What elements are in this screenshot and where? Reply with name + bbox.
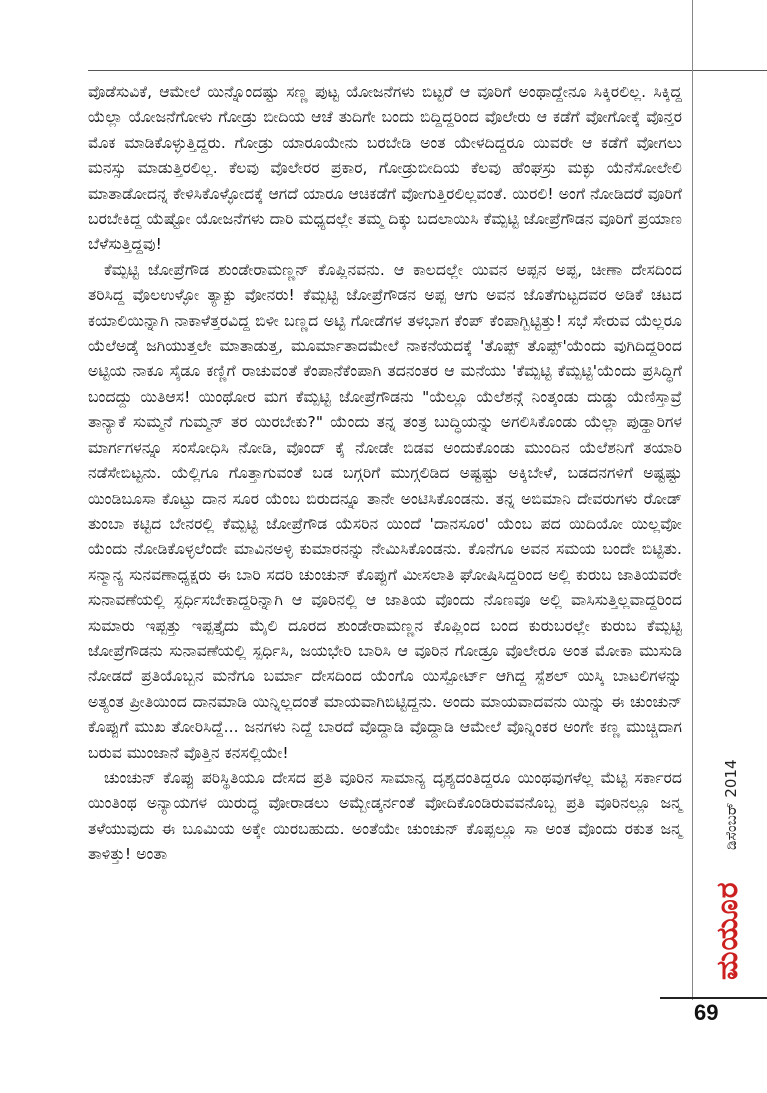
- magazine-logo: ಮಯೂರ: [710, 881, 745, 980]
- article-body: [88, 80, 682, 868]
- article-paragraph-1: ವೊಡೆಸುವಿಕೆ, ಆಮೇಲೆ ಯಿನ್ನೊಂದಷ್ಟು ಸಣ್ಣ ಪುಟ್ಟ ಯೋಜನೆಗಳು ಬಿಟ್ಟರೆ ಆ ವೂರಿಗೆ ಅಂಥಾದ್ದೇನೂ ಸಿಕ್ಕಿರಲಿಲ್ಲ. ಸಿಕ್ಕಿದ್ದ ಯೆಲ್ಲಾ ಯೋಜನೆಗೋಳು ಗೋಡ್ರು ಬೀದಿಯ ಆಚೆ ತುದಿಗೇ ಬಂದು ಬಿದ್ದಿದ್ದರಿಂದ ವೊಲೇರು ಆ ಕಡೆಗೆ ವೋಗೋಕ್ಕೆ ವೊನ್ತರ ಮೊಕ ಮಾಡಿಕೊಳ್ಳುತ್ತಿದ್ದರು. ಗೋಡ್ರು ಯಾರೂಯೇನು ಬರಬೇಡಿ ಅಂತ ಯೇಳದಿದ್ದರೂ ಯಿವರೇ ಆ ಕಡೆಗೆ ವೋಗಲು ಮನಸ್ಸು ಮಾಡುತ್ತಿರಲಿಲ್ಲ. ಕೆಲವು ವೊಲೇರರ ಪ್ರಕಾರ, ಗೋಡ್ರುಬೀದಿಯ ಕೆಲವು ಹೆಂಘಸ್ರು ಮಕ್ಳು ಯೆನೆಸೋಲೇಲಿ ಮಾತಾಡೋದನ್ನ ಕೇಳಿಸಿಕೊಳ್ಳೋದಕ್ಕೆ ಆಗದೆ ಯಾರೂ ಆಚಿಕಡೆಗೆ ವೋಗುತ್ತಿರಲಿಲ್ಲವಂತೆ. ಯಿರಲಿ! ಅಂಗೆ ನೋಡಿದರೆ ವೂರಿಗೆ ಬರಬೇಕಿದ್ದ ಯೆಷ್ಟೋ ಯೋಜನೆಗಳು ದಾರಿ ಮಧ್ಯದಲ್ಲೇ ತಮ್ಮ ದಿಕ್ಕು ಬದಲಾಯಿಸಿ ಕೆಮ್ಪಟ್ಟಿ ಜೋಪ್ರೆಗೌಡನ ವೂರಿಗೆ ಪ್ರಯಾಣ ಬೆಳೆಸುತ್ತಿದ್ದವು!: [88, 83, 682, 254]
- article-paragraph-3: ಚುಂಚುನ್ ಕೊಪ್ಪು ಪರಿಸ್ಥಿತಿಯೂ ದೇಸದ ಪ್ರತಿ ವೂರಿನ ಸಾಮಾನ್ಯ ದೃಶ್ಯದಂತಿದ್ದರೂ ಯಿಂಥವುಗಳೆಲ್ಲ ಮೆಟ್ಟಿ ಸರ್ಕಾರದ ಯಿಂತಿಂಥ ಅನ್ಯಾಯಗಳ ಯಿರುದ್ಧ ವೋರಾಡಲು ಅಮ್ಬೇಡ್ಕರ್ನಂತೆ ವೋದಿಕೊಂಡಿರುವವನೊಬ್ಬ ಪ್ರತಿ ವೂರಿನಲ್ಲೂ ಜನ್ಮ ತಳೆಯುವುದು ಈ ಬೂಮಿಯ ಅಕ್ಕೇ ಯಿರಬಹುದು. ಅಂತೆಯೇ ಚುಂಚುನ್ ಕೊಪ್ಪಲ್ಲೂ ಸಾ ಅಂತ ವೊಂದು ರಕುತ ಜನ್ಮ ತಾಳಿತ್ತು! ಅಂತಾ: [88, 768, 682, 864]
- issue-date: ಡಿಸೆಂಬರ್ 2014: [722, 759, 740, 850]
- margin-divider: [692, 0, 693, 1000]
- top-divider: [88, 70, 767, 71]
- footer-divider: [660, 997, 767, 999]
- article-paragraph-2: ಕೆಮ್ಪಟ್ಟಿ ಜೋಪ್ರೆಗೌಡ ಶುಂಡೇರಾಮಣ್ಣನ್ ಕೊಪ್ಲಿನವನು. ಆ ಕಾಲದಲ್ಲೇ ಯಿವನ ಅಪ್ಪನ ಅಪ್ಪ, ಚೀಣಾ ದೇಸದಿಂದ ತರಿಸಿದ್ದ ವೊಲಉಳ್ಳೋ ತ್ಯಾಕ್ಟು ವೋನರು! ಕೆಮ್ಪಟ್ಟಿ ಜೋಪ್ರೆಗೌಡನ ಅಪ್ಪ ಆಗು ಅವನ ಜೊತೆಗುಟ್ಟದವರ ಅಡಿಕೆ ಚಟದ ಕಯಾಲಿಯಿನ್ನಾಗಿ ನಾಕಾಳೆತ್ತರವಿದ್ದ ಬಿಳೀ ಬಣ್ಣದ ಅಟ್ಟಿ ಗೋಡೆಗಳ ತಳಭಾಗ ಕೆಂಪ್ ಕೆಂಪಾಗ್ಬಿಟ್ಟಿತ್ತು! ಸಭೆ ಸೇರುವ ಯೆಲ್ಲರೂ ಯೆಲೆಅಡ್ಕೆ ಜಗಿಯುತ್ತಲೇ ಮಾತಾಡುತ್ತ, ಮೂರ್ಮಾತಾದಮೇಲೆ ನಾಕನೆಯದಕ್ಕೆ 'ತೊಪ್ಪ್ ತೊಪ್ಪ್'ಯೆಂದು ವುಗಿದಿದ್ದರಿಂದ ಅಟ್ಟಿಯ ನಾಕೂ ಸೈಡೂ ಕಣ್ಣಿಗೆ ರಾಚುವಂತೆ ಕೆಂಪಾನೆಕೆಂಪಾಗಿ ತದನಂತರ ಆ ಮನೆಯು 'ಕೆಮ್ಪಟ್ಟಿ ಕೆಮ್ಪಟ್ಟಿ'ಯೆಂದು ಪ್ರಸಿದ್ಧಿಗೆ ಬಂದದ್ದು ಯಿತಿಆಸ! ಯಿಂಥೋರ ಮಗ ಕೆಮ್ಪಟ್ಟಿ ಜೋಪ್ರೆಗೌಡನು "ಯೆಲ್ಲೂ ಯೆಲೆಶನ್ಗೆ ನಿಂತ್ಕಂಡು ದುಡ್ಡು ಯೆಣಿಸ್ತಾವ್ರೆ ತಾನ್ಯಾಕೆ ಸುಮ್ಮನೆ ಗುಮ್ಮನ್ ತರ ಯಿರಬೇಕು?" ಯೆಂದು ತನ್ನ ತಂತ್ರ ಬುದ್ಧಿಯನ್ನು ಅಗಲಿಸಿಕೊಂಡು ಯೆಲ್ಲಾ ಪುಡ್ಹಾರಿಗಳ ಮಾರ್ಗಗಳನ್ನೂ ಸಂಸೋಧಿಸಿ ನೋಡಿ, ವೊಂದ್ ಕೈ ನೋಡೇ ಬಿಡವ ಅಂದುಕೊಂಡು ಮುಂದಿನ ಯೆಲೆಶನಿಗೆ ತಯಾರಿ ನಡೆಸೇಬಿಟ್ಟನು. ಯೆಲ್ಲಿಗೂ ಗೊತ್ತಾಗುವಂತೆ ಬಡ ಬಗ್ಗರಿಗೆ ಮುಗ್ಗಲಿಡಿದ ಅಷ್ಟಷ್ಟು ಅಕ್ಕಿಬೇಳೆ, ಬಡದನಗಳಿಗೆ ಅಷ್ಟಷ್ಟು ಯಿಂಡಿಬೂಸಾ ಕೊಟ್ಟು ದಾನ ಸೂರ ಯೆಂಬ ಬಿರುದನ್ನೂ ತಾನೇ ಅಂಟಿಸಿಕೊಂಡನು. ತನ್ನ ಅಬಿಮಾನಿ ದೇವರುಗಳು ರೋಡ್ ತುಂಬಾ ಕಟ್ಟಿದ ಬೇನರಲ್ಲಿ ಕೆಮ್ಪಟ್ಟಿ ಜೋಪ್ರೆಗೌಡ ಯೆಸರಿನ ಯಿಂದೆ 'ದಾನಸೂರ' ಯೆಂಬ ಪದ ಯಿದಿಯೋ ಯಿಲ್ಲವೋ ಯೆಂದು ನೋಡಿಕೊಳ್ಳಲೆಂದೇ ಮಾವಿನಅಳ್ಳಿ ಕುಮಾರನನ್ನು ನೇಮಿಸಿಕೊಂಡನು. ಕೊನೆಗೂ ಅವನ ಸಮಯ ಬಂದೇ ಬಿಟ್ಟಿತು. ಸನ್ಮಾನ್ಯ ಸುನವಣಾಧ್ಯಕ್ಷರು ಈ ಬಾರಿ ಸದರಿ ಚುಂಚುನ್ ಕೊಪ್ಪುಗೆ ಮೀಸಲಾತಿ ಘೋಷಿಸಿದ್ದರಿಂದ ಅಲ್ಲಿ ಕುರುಬ ಜಾತಿಯವರೇ ಸುನಾವಣೆಯಲ್ಲಿ ಸ್ಪರ್ಧಿಸಬೇಕಾದ್ದರಿನ್ನಾಗಿ ಆ ವೂರಿನಲ್ಲಿ ಆ ಜಾತಿಯ ವೊಂದು ನೊಣವೂ ಅಲ್ಲಿ ವಾಸಿಸುತ್ತಿಲ್ಲವಾದ್ದರಿಂದ ಸುಮಾರು ಇಪ್ಪತ್ತು ಇಪ್ಪತ್ತೈದು ಮೈಲಿ ದೂರದ ಶುಂಡೇರಾಮಣ್ಣನ ಕೊಪ್ಲಿಂದ ಬಂದ ಕುರುಬರಲ್ಲೇ ಕುರುಬ ಕೆಮ್ಪಟ್ಟಿ ಜೋಪ್ರೆಗೌಡನು ಸುನಾವಣೆಯಲ್ಲಿ ಸ್ಪರ್ಧಿಸಿ, ಜಯಭೇರಿ ಬಾರಿಸಿ ಆ ವೂರಿನ ಗೋಡ್ರೂ ವೊಲೇರೂ ಅಂತ ಮೋಕಾ ಮುಸುಡಿ ನೋಡದೆ ಪ್ರತಿಯೊಬ್ಬನ ಮನೆಗೂ ಬರ್ಮಾ ದೇಸದಿಂದ ಯೆಂಗೊ ಯಿಸ್ಪೋರ್ಟ್ ಆಗಿದ್ದ ಸ್ಪೆಶಲ್ ಯಿಸ್ಕಿ ಬಾಟಲಿಗಳನ್ನು ಅತ್ಯಂತ ಪ್ರೀತಿಯಿಂದ ದಾನಮಾಡಿ ಯಿನ್ನಿಲ್ಲದಂತೆ ಮಾಯವಾಗಿಬಿಟ್ಟಿದ್ದನು. ಅಂದು ಮಾಯವಾದವನು ಯಿನ್ನು ಈ ಚುಂಚುನ್ ಕೊಪ್ಪುಗೆ ಮುಖ ತೋರಿಸಿದ್ದೆ... ಜನಗಳು ನಿದ್ದೆ ಬಾರದೆ ವೊದ್ದಾಡಿ ವೊದ್ದಾಡಿ ಆಮೇಲೆ ವೊನ್ನಿಂಕರ ಅಂಗೇ ಕಣ್ಣ ಮುಚ್ಚಿದಾಗ ಬರುವ ಮುಂಜಾನೆ ವೊತ್ತಿನ ಕನಸಲ್ಲಿಯೇ!: [88, 260, 682, 762]
- page-number: 69: [694, 1000, 719, 1025]
